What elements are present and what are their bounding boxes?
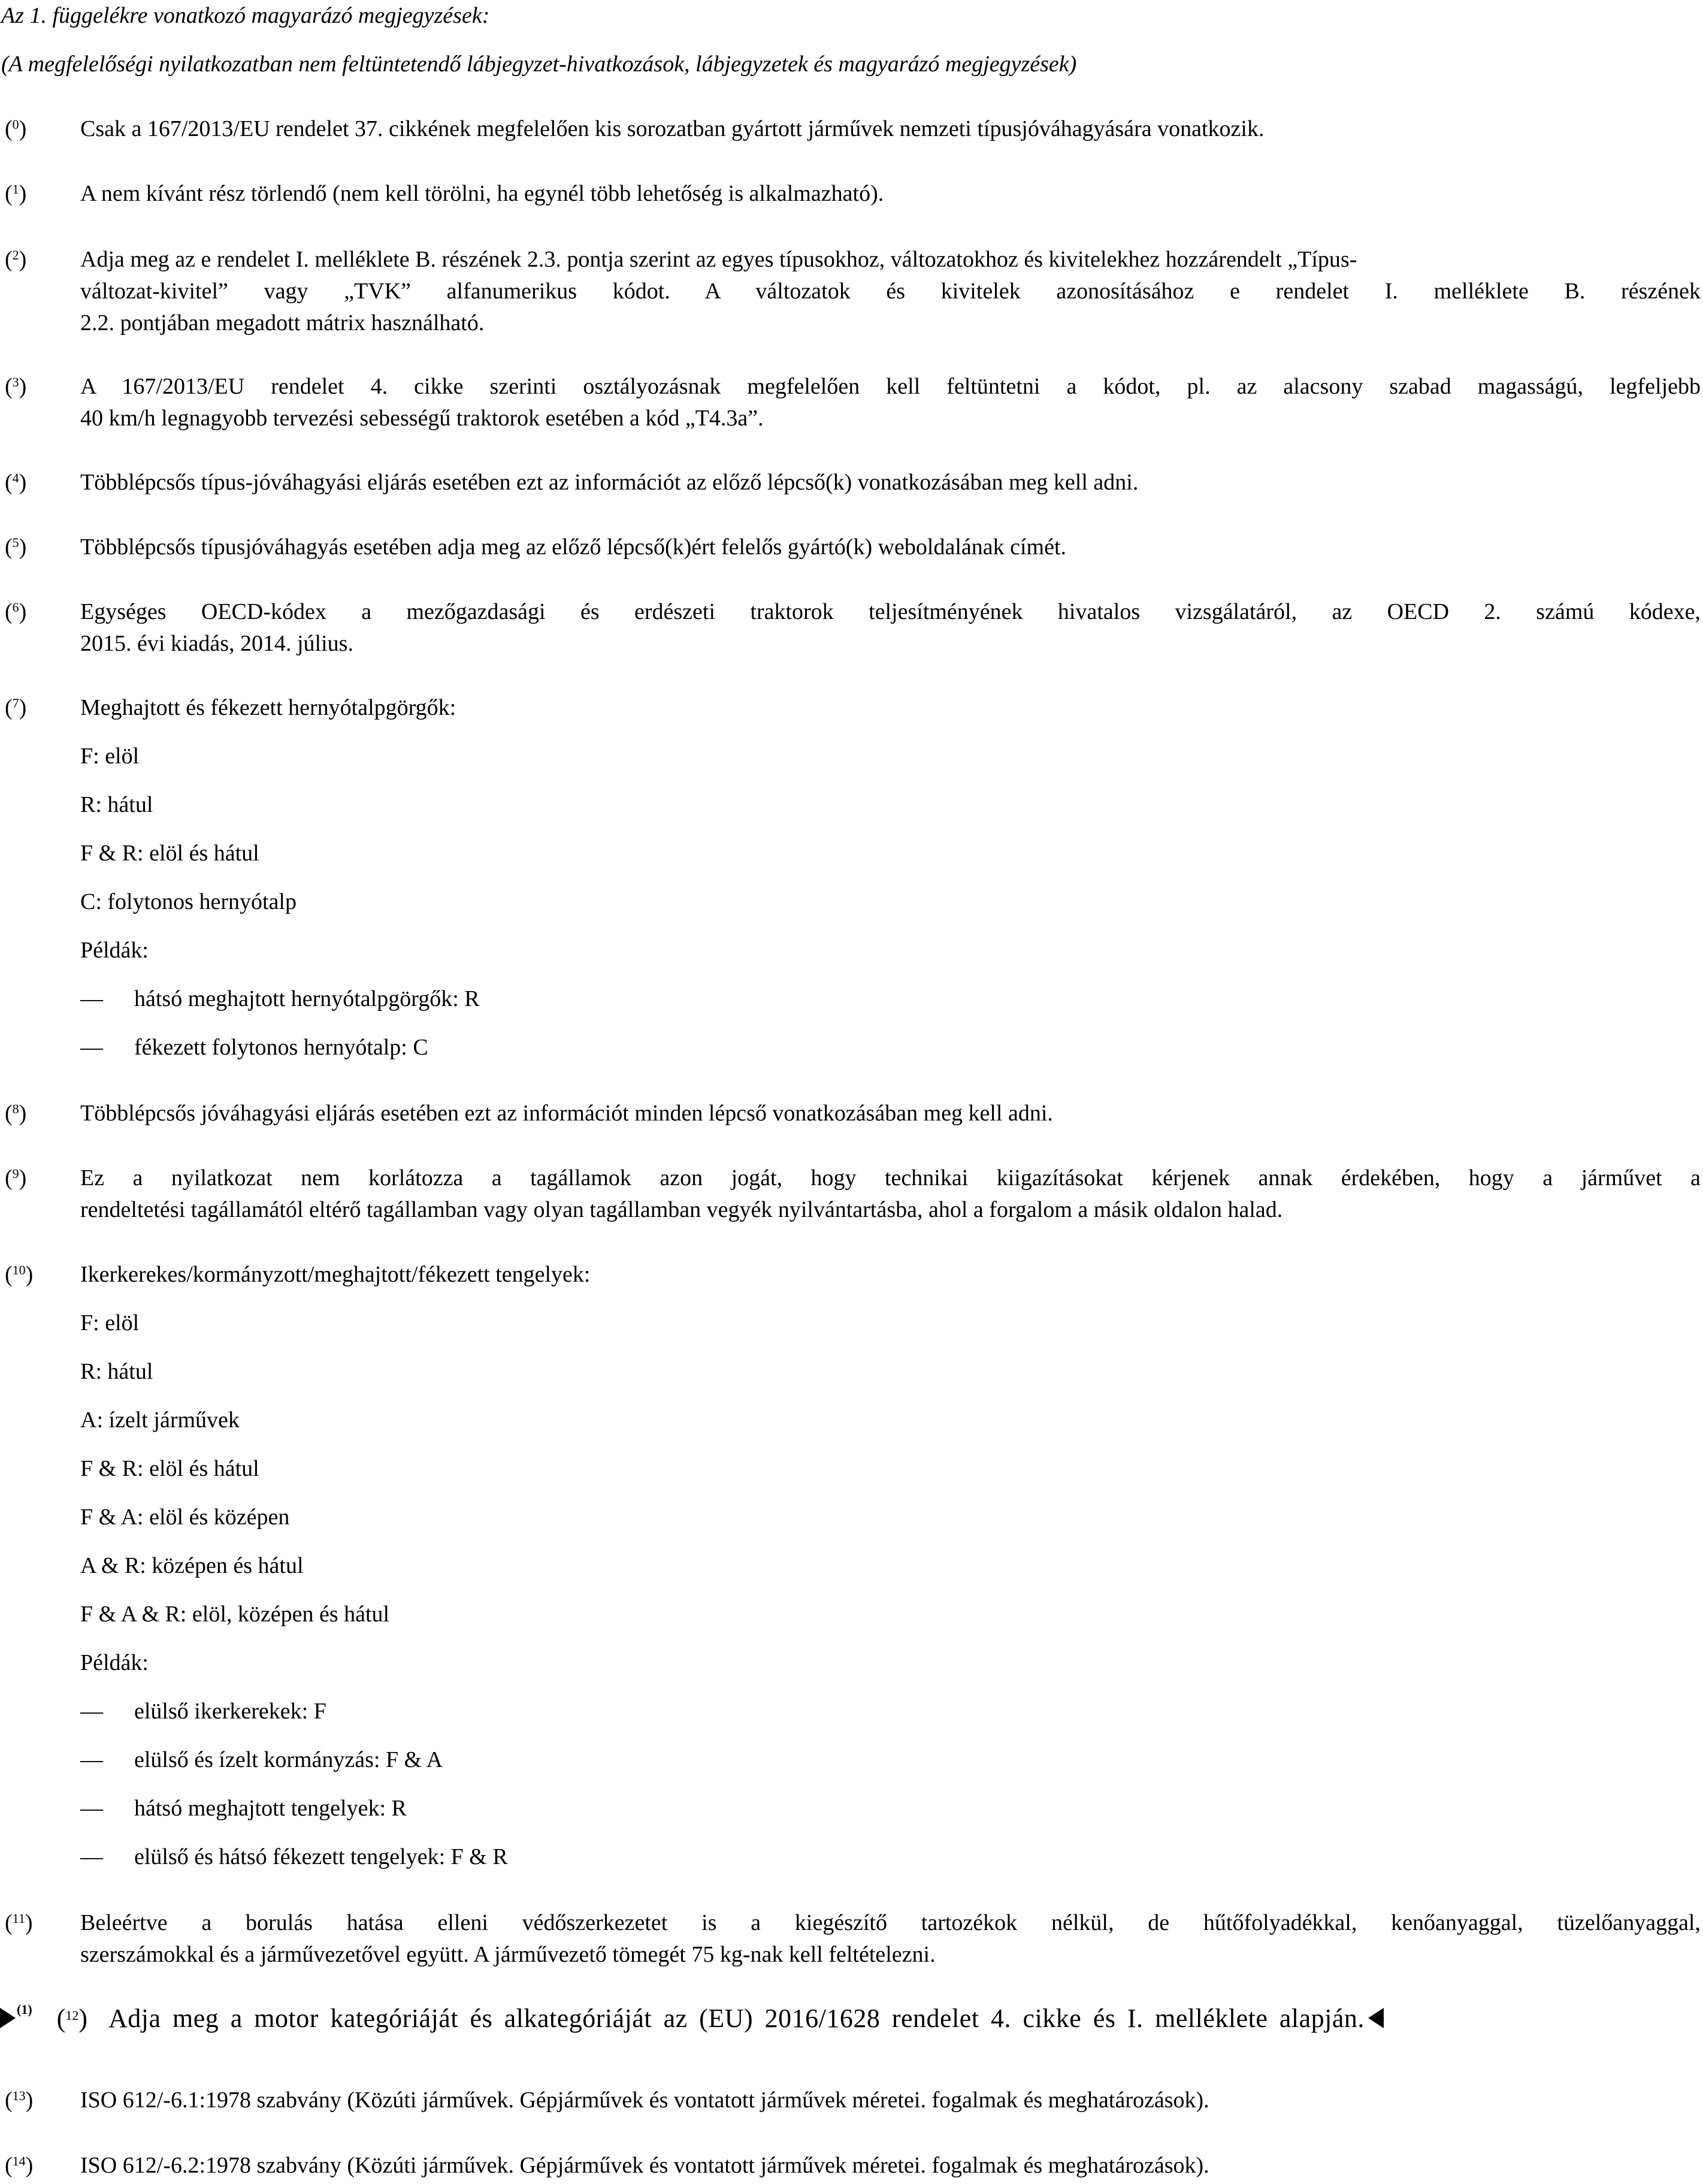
- footnote-text: Csak a 167/2013/EU rendelet 37. cikkének megfelelően kis sorozatban gyártott járművek nemzeti típusjóváhagyására vonatkozik.: [80, 116, 1265, 141]
- footnote-number: ($^7$): [5, 695, 27, 720]
- dash-list-item: — elülső és hátsó fékezett tengelyek: F & R: [80, 1844, 508, 1869]
- footnote-text: Egységes OECD-kódex a mezőgazdasági és erdészeti traktorok teljesítményének hivatalos vizsgálatáról, az OECD 2. számú kódexe, 2015. évi kiadás, 2014. július.: [80, 599, 1701, 656]
- footnote-number: ($^{12}$): [56, 2004, 87, 2033]
- footnote-text: Többlépcsős típusjóváhagyás esetében adja meg az előző lépcső(k)ért felelős gyártó(k) weboldalának címét.: [80, 534, 1067, 560]
- footnote-number: ($^2$): [5, 247, 27, 272]
- list-item: F & R: elöl és hátul: [80, 1456, 259, 1481]
- footnote-number: ($^{14}$): [5, 2153, 34, 2178]
- list-item: F & R: elöl és hátul: [80, 841, 259, 866]
- footnote-text: Ez a nyilatkozat nem korlátozza a tagállamok azon jogát, hogy technikai kiigazításokat kérjenek annak érdekében, hogy a járművet a rendeltetési tagállamától eltérő tagállamban vagy olyan tagállamban vegyék nyilvántartásba, ahol a forgalom a másik oldalon halad.: [80, 1165, 1701, 1222]
- footnote-number: ($^3$): [5, 374, 27, 399]
- footnote-number: ($^4$): [5, 470, 27, 495]
- amendment-footnote: [0, 2002, 1384, 2038]
- footnote-number: ($^{11}$): [5, 1910, 33, 1935]
- dash-list-item: — hátsó meghajtott tengelyek: R: [80, 1796, 407, 1821]
- footnote-text: Adja meg az e rendelet I. melléklete B. részének 2.3. pontja szerint az egyes típusokhoz, változatokhoz és kivitelekhez hozzárendelt „Típus- változat-kivitel” vagy „TVK” alfanumerikus kódot. A változatok és kivitelek azonosításához e rendelet I. melléklete B. részének 2.2. pontjában megadott mátrix használható.: [80, 247, 1701, 336]
- footnote-text: A nem kívánt rész törlendő (nem kell törölni, ha egynél több lehetőség is alkalmazható).: [80, 181, 884, 206]
- list-item: F & A: elöl és középen: [80, 1505, 290, 1530]
- list-item: R: hátul: [80, 1359, 153, 1384]
- amendment-end-marker-icon: [1368, 2008, 1384, 2028]
- appendix-notes-heading: Az 1. függelékre vonatkozó magyarázó megjegyzések:: [1, 3, 490, 28]
- dash-list-item: — hátsó meghajtott hernyótalpgörgők: R: [80, 986, 480, 1011]
- footnote-text: Adja meg a motor kategóriáját és alkategóriáját az (EU) 2016/1628 rendelet 4. cikke és I. melléklete alapján.: [108, 2004, 1365, 2033]
- footnote-text: Többlépcsős típus-jóváhagyási eljárás esetében ezt az információt az előző lépcső(k) vonatkozásában meg kell adni.: [80, 470, 1139, 495]
- footnote-text: ISO 612/-6.1:1978 szabvány (Közúti járművek. Gépjárművek és vontatott járművek méretei. fogalmak és meghatározások).: [80, 2088, 1209, 2113]
- footnote-number: ($^{10}$): [5, 1262, 34, 1287]
- dash-list-item: — fékezett folytonos hernyótalp: C: [80, 1035, 428, 1060]
- footnote-number: ($^5$): [5, 534, 27, 560]
- footnote-text: Meghajtott és fékezett hernyótalpgörgők:: [80, 695, 456, 720]
- list-item: R: hátul: [80, 792, 153, 817]
- dash-list-item: — elülső ikerkerekek: F: [80, 1699, 326, 1724]
- footnote-number: ($^{13}$): [5, 2088, 34, 2113]
- list-item: F: elöl: [80, 744, 140, 769]
- footnote-number: ($^1$): [5, 181, 27, 206]
- footnote-text: Beleértve a borulás hatása elleni védőszerkezetet is a kiegészítő tartozékok nélkül, de hűtőfolyadékkal, kenőanyaggal, tüzelőanyaggal, szerszámokkal és a járművezetővel együtt. A járművezető tömegét 75 kg-nak kell feltételezni.: [80, 1910, 1701, 1967]
- list-item: C: folytonos hernyótalp: [80, 889, 297, 914]
- list-item: A & R: középen és hátul: [80, 1553, 304, 1578]
- footnote-text: Többlépcsős jóváhagyási eljárás esetében ezt az információt minden lépcső vonatkozásában meg kell adni.: [80, 1101, 1053, 1126]
- footnote-text: A 167/2013/EU rendelet 4. cikke szerinti osztályozásnak megfelelően kell feltüntetni a kódot, pl. az alacsony szabad magasságú, legfeljebb 40 km/h legnagyobb tervezési sebességű traktorok esetében a kód „T4.3a”.: [80, 374, 1701, 431]
- list-item: A: ízelt járművek: [80, 1407, 240, 1433]
- appendix-notes-subheading: (A megfelelőségi nyilatkozatban nem feltüntetendő lábjegyzet-hivatkozások, lábjegyzetek és magyarázó megjegyzések): [1, 52, 1077, 77]
- footnote-number: ($^6$): [5, 599, 27, 624]
- dash-list-item: — elülső és ízelt kormányzás: F & A: [80, 1747, 443, 1772]
- list-item: Példák:: [80, 1650, 149, 1675]
- list-item: F & A & R: elöl, középen és hátul: [80, 1602, 390, 1627]
- amendment-reference: (1): [17, 2002, 32, 2017]
- footnote-text: Ikerkerekes/kormányzott/meghajtott/fékezett tengelyek:: [80, 1262, 591, 1287]
- footnote-number: ($^0$): [5, 116, 27, 141]
- footnote-text: ISO 612/-6.2:1978 szabvány (Közúti járművek. Gépjárművek és vontatott járművek méretei. fogalmak és meghatározások).: [80, 2153, 1209, 2178]
- footnote-number: ($^8$): [5, 1101, 27, 1126]
- amendment-start-marker-icon: [0, 2008, 16, 2028]
- footnote-number: ($^9$): [5, 1165, 27, 1191]
- list-item: Példák:: [80, 938, 149, 963]
- list-item: F: elöl: [80, 1310, 140, 1336]
